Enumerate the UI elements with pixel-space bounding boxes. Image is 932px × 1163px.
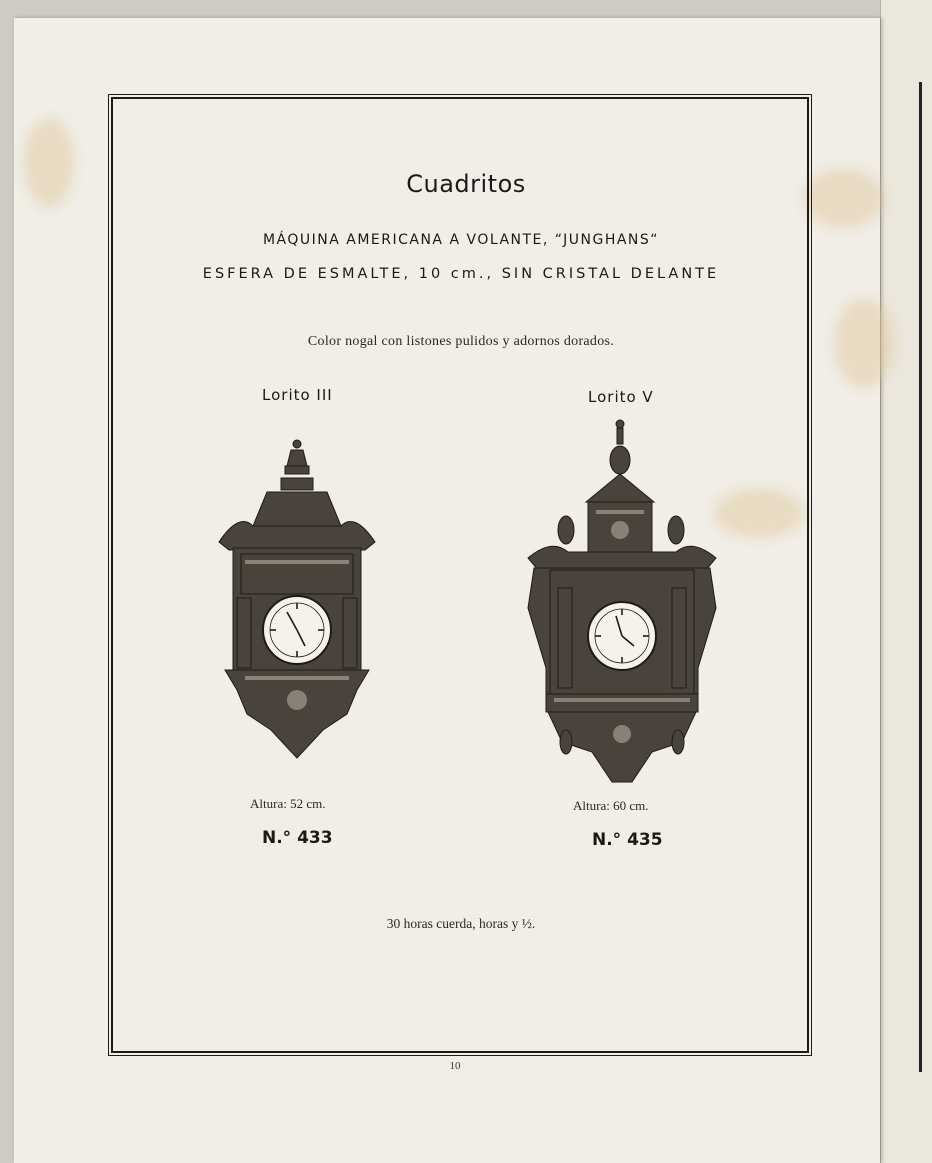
clock-number-right: N.° 435: [592, 830, 663, 850]
clock-illustration-left: [215, 438, 379, 760]
page-title: Cuadritos: [406, 170, 526, 198]
clock-number-left: N.° 433: [262, 828, 333, 848]
clock-height-right: Altura: 60 cm.: [573, 798, 649, 813]
subtitle-mechanism: MÁQUINA AMERICANA A VOLANTE, “JUNGHANS“: [262, 232, 660, 248]
clock-name-left: Lorito III: [262, 386, 333, 404]
description: Color nogal con listones pulidos y adornos dorados.: [307, 334, 615, 349]
clock-illustration-right: [526, 418, 718, 786]
clock-height-left: Altura: 52 cm.: [250, 796, 326, 811]
clock-name-right: Lorito V: [588, 388, 654, 406]
page-number: 10: [449, 1060, 461, 1072]
subtitle-dial: ESFERA DE ESMALTE, 10 cm., SIN CRISTAL DELANTE: [202, 266, 720, 282]
footer-note: 30 horas cuerda, horas y ½.: [386, 916, 536, 931]
